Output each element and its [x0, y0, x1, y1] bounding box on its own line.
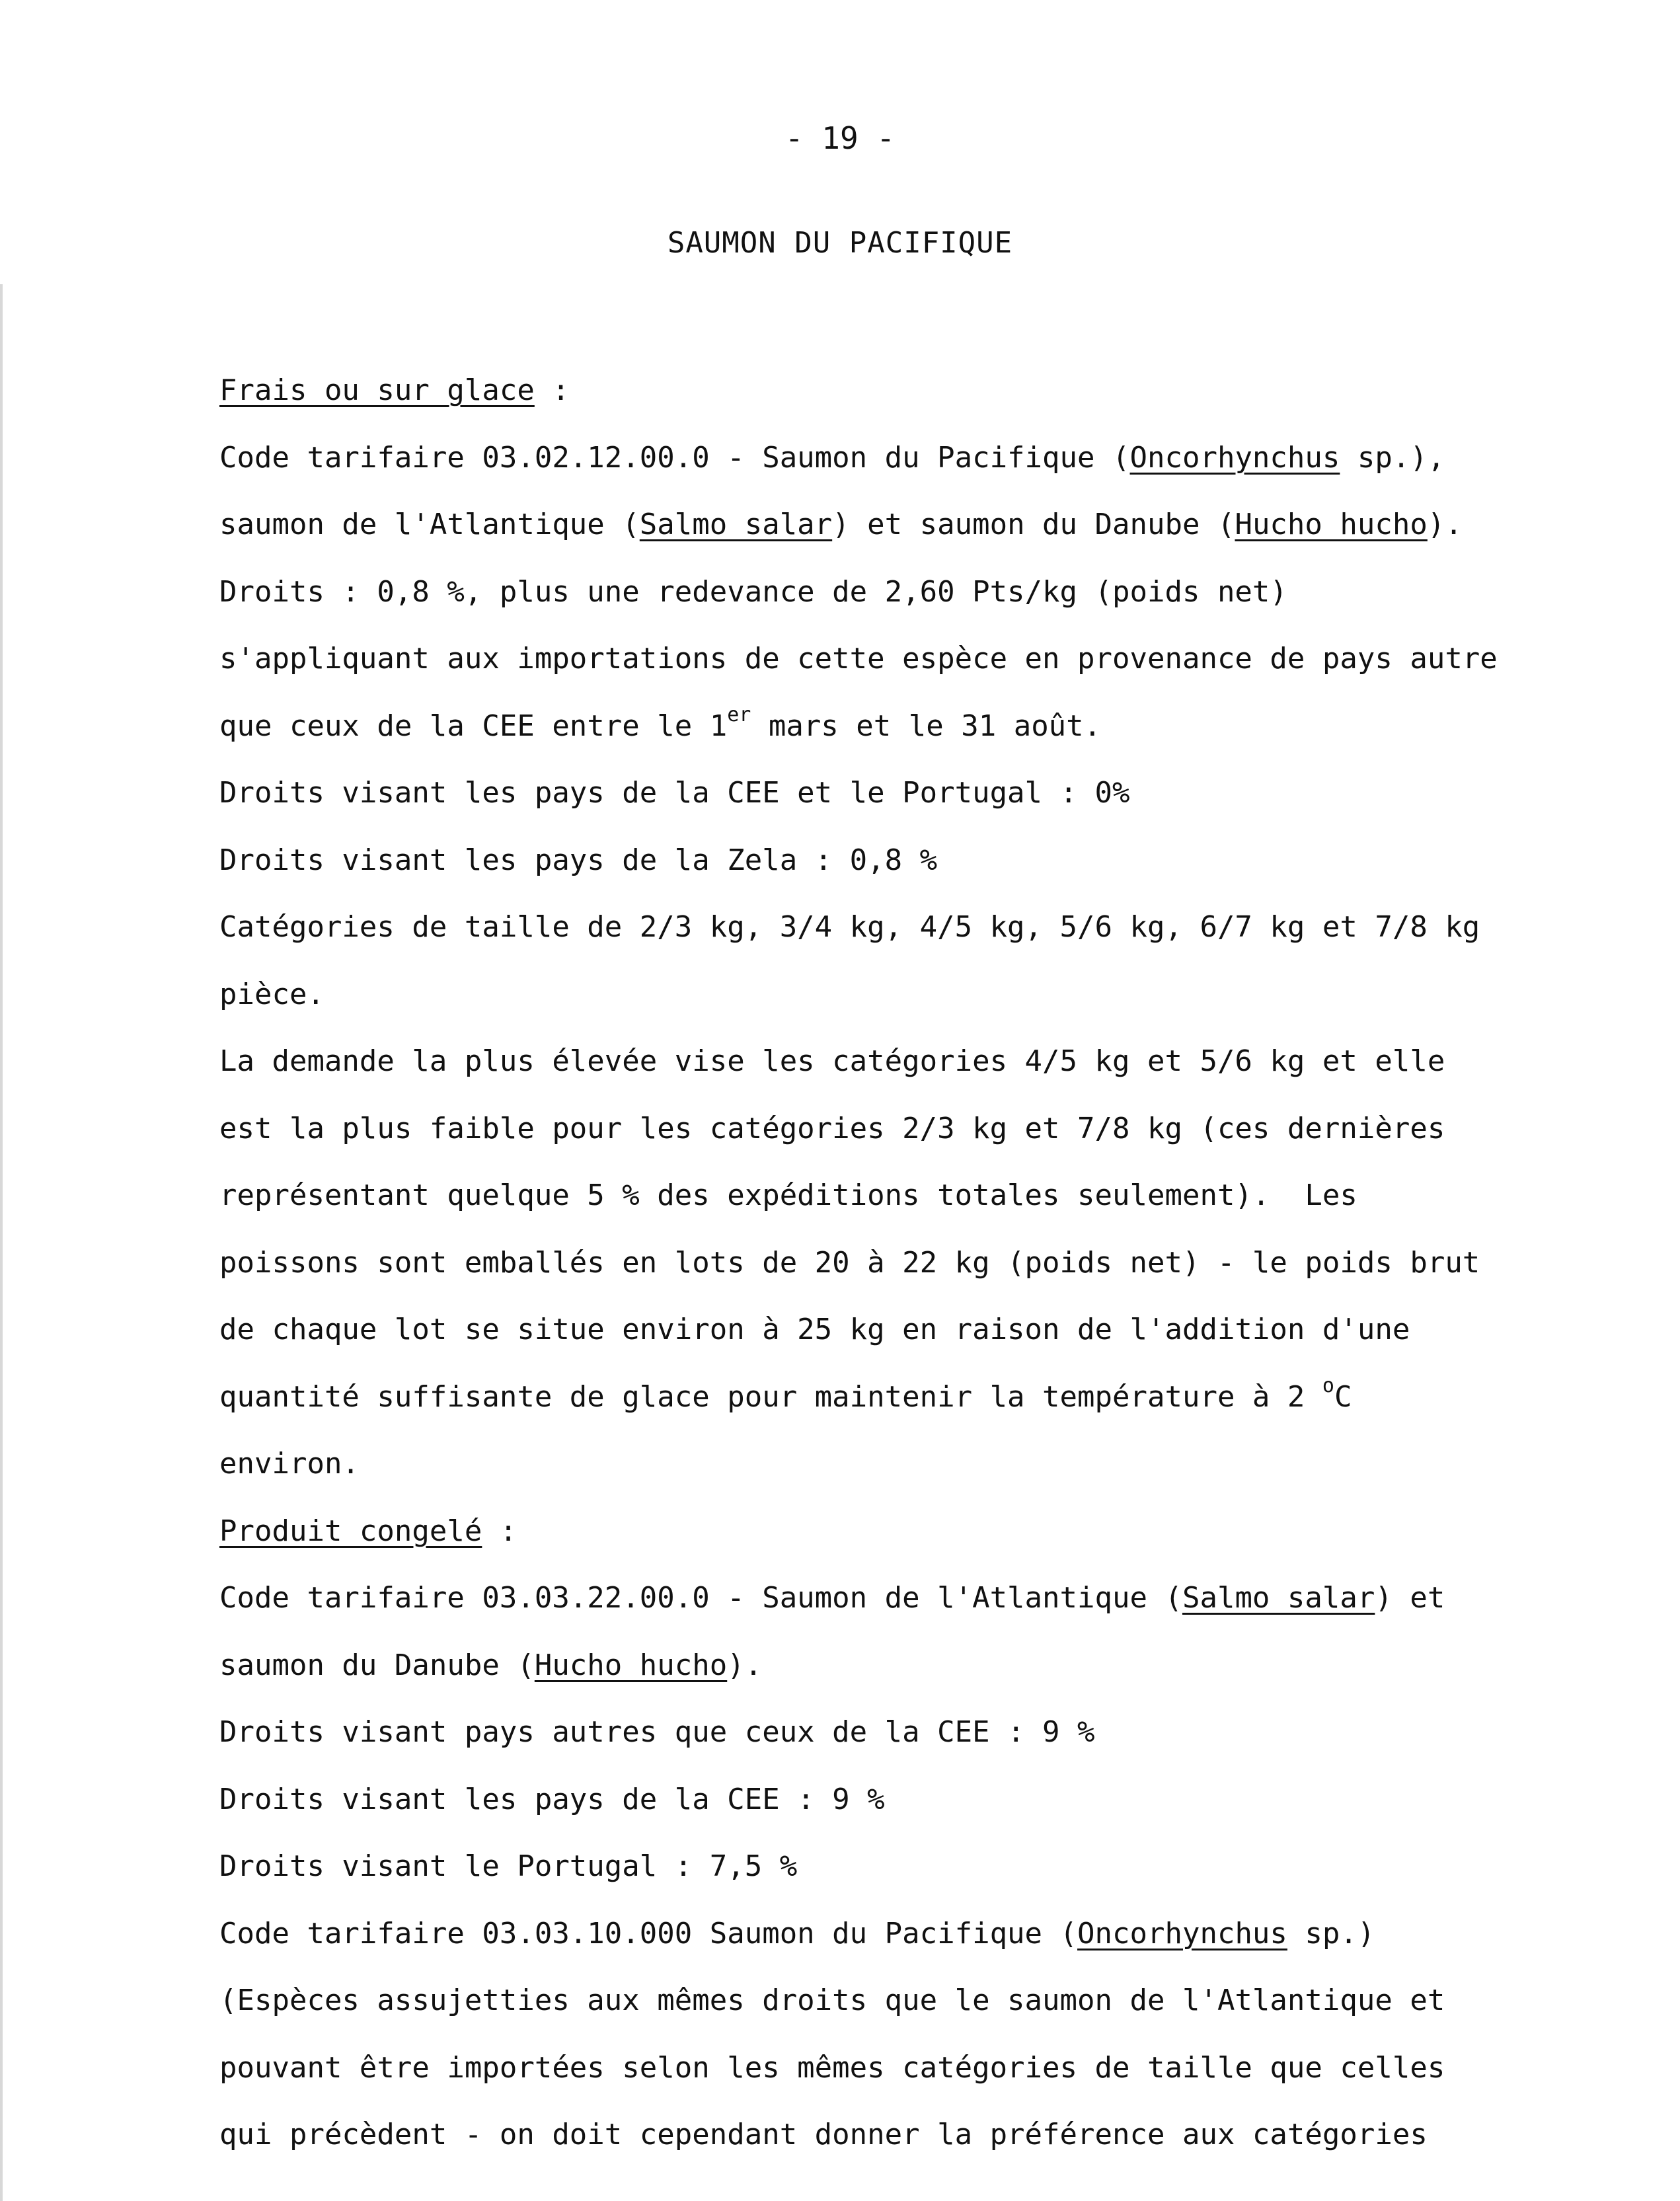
text-span: Code tarifaire 03.03.10.000 Saumon du Pacifique (	[219, 1916, 1078, 1950]
text-span: ).	[727, 1648, 763, 1682]
text-span: ) et	[1375, 1581, 1445, 1615]
text-line: qui précèdent - on doit cependant donner la préférence aux catégories	[219, 2118, 1428, 2151]
superscript: o	[1322, 1373, 1334, 1397]
body-text	[219, 357, 1548, 2169]
text-line	[219, 1364, 1548, 1431]
text-line: (Espèces assujetties aux mêmes droits que le saumon de l'Atlantique et	[219, 1984, 1445, 2017]
text-span: saumon du Danube (	[219, 1648, 535, 1682]
species-name: Oncorhynchus	[1077, 1916, 1287, 1950]
text-line: Catégories de taille de 2/3 kg, 3/4 kg, 4/5 kg, 5/6 kg, 6/7 kg et 7/8 kg	[219, 910, 1480, 944]
section-heading-fresh	[219, 357, 1548, 424]
text-line: Droits visant les pays de la CEE et le Portugal : 0%	[219, 776, 1130, 810]
text-span: saumon de l'Atlantique (	[219, 508, 640, 541]
text-line: Droits visant pays autres que ceux de la CEE : 9 %	[219, 1715, 1095, 1749]
page-title: SAUMON DU PACIFIQUE	[667, 226, 1013, 260]
text-line: La demande la plus élevée vise les catégories 4/5 kg et 5/6 kg et elle	[219, 1044, 1445, 1078]
species-name: Salmo salar	[1182, 1581, 1375, 1615]
species-name: Oncorhynchus	[1129, 440, 1340, 475]
text-span: Code tarifaire 03.02.12.00.0 - Saumon du Pacifique (	[219, 440, 1130, 475]
text-line	[219, 1564, 1548, 1632]
text-line	[219, 1900, 1548, 1968]
text-line	[219, 693, 1548, 760]
species-name: Hucho hucho	[534, 1648, 728, 1682]
text-line: environ.	[219, 1447, 360, 1481]
text-line: pouvant être importées selon les mêmes catégories de taille que celles	[219, 2050, 1445, 2085]
text-line: de chaque lot se situe environ à 25 kg en raison de l'addition d'une	[219, 1313, 1410, 1346]
text-span: ) et saumon du Danube (	[832, 508, 1235, 541]
text-span: que ceux de la CEE entre le 1	[219, 709, 728, 743]
fresh-heading-text: Frais ou sur glace	[219, 373, 535, 407]
text-span: ).	[1427, 508, 1463, 541]
text-span: mars et le 31 août.	[751, 709, 1102, 743]
scan-margin-line	[0, 284, 3, 2201]
text-line: Droits visant les pays de la Zela : 0,8 %	[219, 843, 938, 877]
text-span: sp.)	[1287, 1916, 1375, 1950]
species-name: Salmo salar	[639, 508, 833, 541]
frozen-heading-text: Produit congelé	[219, 1514, 482, 1548]
text-span: :	[482, 1514, 517, 1548]
text-line: Droits visant les pays de la CEE : 9 %	[219, 1782, 885, 1816]
text-span: C	[1334, 1379, 1352, 1414]
superscript: er	[727, 703, 751, 726]
text-line: Droits : 0,8 %, plus une redevance de 2,60 Pts/kg (poids net)	[219, 574, 1287, 609]
text-line: est la plus faible pour les catégories 2/3 kg et 7/8 kg (ces dernières	[219, 1111, 1445, 1145]
text-line: pièce.	[219, 977, 325, 1011]
text-span: :	[534, 373, 570, 407]
text-line	[219, 424, 1548, 492]
page-number: - 19 -	[784, 120, 896, 156]
text-line: Droits visant le Portugal : 7,5 %	[219, 1849, 798, 1883]
section-heading-frozen	[219, 1498, 1548, 1565]
text-span: quantité suffisante de glace pour maintenir la température à 2	[219, 1379, 1322, 1414]
text-line: s'appliquant aux importations de cette espèce en provenance de pays autre	[219, 642, 1498, 676]
text-line: poissons sont emballés en lots de 20 à 22 kg (poids net) - le poids brut	[219, 1245, 1480, 1280]
text-line	[219, 1632, 1548, 1699]
text-line	[219, 491, 1548, 559]
text-line: représentant quelque 5 % des expéditions totales seulement). Les	[219, 1178, 1357, 1212]
text-span: sp.),	[1340, 440, 1445, 475]
text-span: Code tarifaire 03.03.22.00.0 - Saumon de l'Atlantique (	[219, 1581, 1182, 1615]
species-name: Hucho hucho	[1235, 508, 1428, 541]
